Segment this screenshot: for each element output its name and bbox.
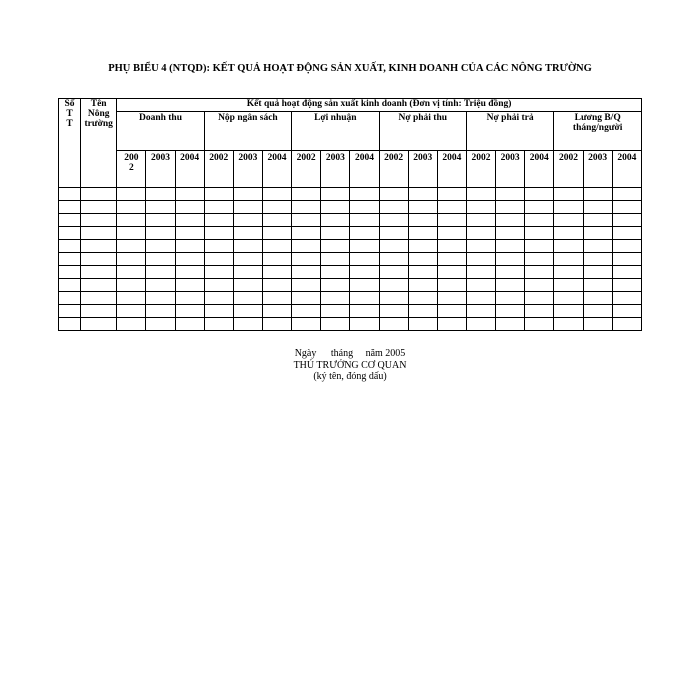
table-row: [59, 227, 642, 240]
table-cell: [437, 227, 466, 240]
table-cell: [204, 305, 233, 318]
table-cell: [612, 292, 641, 305]
table-cell: [292, 253, 321, 266]
table-cell: [379, 214, 408, 227]
table-cell: [554, 279, 583, 292]
table-cell: [554, 318, 583, 331]
table-cell: [350, 305, 379, 318]
table-cell: [59, 292, 81, 305]
table-cell: [146, 201, 175, 214]
table-cell: [612, 240, 641, 253]
stt-header-line: T: [66, 109, 73, 119]
table-cell: [146, 318, 175, 331]
stt-header-line: Số: [64, 99, 75, 109]
name-header-line: trường: [84, 119, 113, 129]
table-cell: [262, 227, 291, 240]
table-cell: [59, 253, 81, 266]
table-cell: [583, 214, 612, 227]
table-cell: [175, 201, 204, 214]
table-cell: [408, 305, 437, 318]
table-row: [59, 188, 642, 201]
table-cell: [379, 266, 408, 279]
table-cell: [408, 253, 437, 266]
table-cell: [81, 266, 117, 279]
table-cell: [496, 266, 525, 279]
table-cell: [204, 266, 233, 279]
table-cell: [525, 318, 554, 331]
table-row: [59, 305, 642, 318]
table-cell: [146, 292, 175, 305]
table-cell: [292, 266, 321, 279]
table-cell: [233, 292, 262, 305]
table-cell: [321, 253, 350, 266]
category-header: Lợi nhuận: [292, 112, 379, 151]
table-cell: [525, 279, 554, 292]
table-cell: [612, 201, 641, 214]
table-cell: [146, 253, 175, 266]
table-cell: [583, 240, 612, 253]
table-cell: [466, 266, 495, 279]
table-cell: [81, 227, 117, 240]
table-cell: [175, 188, 204, 201]
table-cell: [175, 292, 204, 305]
table-cell: [233, 201, 262, 214]
table-cell: [437, 214, 466, 227]
table-cell: [496, 214, 525, 227]
table-cell: [175, 305, 204, 318]
table-cell: [496, 201, 525, 214]
table-cell: [466, 214, 495, 227]
table-cell: [59, 240, 81, 253]
table-cell: [408, 214, 437, 227]
table-cell: [321, 305, 350, 318]
table-cell: [204, 240, 233, 253]
table-cell: [175, 214, 204, 227]
table-cell: [408, 201, 437, 214]
table-cell: [175, 253, 204, 266]
table-cell: [408, 266, 437, 279]
table-cell: [81, 201, 117, 214]
signer-note: (ký tên, đóng dấu): [313, 371, 387, 382]
table-cell: [233, 266, 262, 279]
table-cell: [204, 214, 233, 227]
table-cell: [59, 201, 81, 214]
table-cell: [612, 318, 641, 331]
table-cell: [146, 188, 175, 201]
table-cell: [554, 305, 583, 318]
year-header: 2003: [233, 151, 262, 188]
table-cell: [233, 188, 262, 201]
table-cell: [379, 227, 408, 240]
table-cell: [466, 201, 495, 214]
table-cell: [408, 188, 437, 201]
table-cell: [554, 188, 583, 201]
table-cell: [175, 266, 204, 279]
table-row: [59, 240, 642, 253]
table-cell: [379, 240, 408, 253]
table-cell: [379, 279, 408, 292]
table-cell: [262, 201, 291, 214]
table-cell: [117, 305, 146, 318]
header-row-categories: [59, 112, 642, 151]
table-cell: [408, 279, 437, 292]
table-cell: [321, 188, 350, 201]
table-cell: [437, 240, 466, 253]
year-header: 200 2: [117, 151, 146, 188]
table-cell: [81, 188, 117, 201]
table-cell: [292, 292, 321, 305]
table-cell: [204, 188, 233, 201]
table-cell: [554, 292, 583, 305]
table-cell: [496, 240, 525, 253]
table-cell: [612, 253, 641, 266]
table-cell: [117, 188, 146, 201]
table-cell: [437, 266, 466, 279]
table-row: [59, 253, 642, 266]
table-cell: [117, 240, 146, 253]
year-header: 2002: [466, 151, 495, 188]
table-cell: [175, 279, 204, 292]
table-cell: [233, 279, 262, 292]
table-cell: [233, 253, 262, 266]
table-cell: [292, 279, 321, 292]
table-cell: [496, 305, 525, 318]
table-cell: [437, 279, 466, 292]
table-cell: [583, 227, 612, 240]
table-cell: [204, 318, 233, 331]
year-header: 2002: [204, 151, 233, 188]
table-cell: [117, 279, 146, 292]
signature-block: [0, 348, 700, 383]
table-cell: [262, 188, 291, 201]
table-cell: [117, 201, 146, 214]
table-cell: [117, 266, 146, 279]
table-cell: [350, 318, 379, 331]
table-cell: [117, 318, 146, 331]
year-header: 2004: [525, 151, 554, 188]
table-cell: [437, 253, 466, 266]
table-cell: [81, 292, 117, 305]
table-cell: [379, 305, 408, 318]
table-row: [59, 279, 642, 292]
table-cell: [496, 227, 525, 240]
table-cell: [466, 240, 495, 253]
table-cell: [292, 188, 321, 201]
table-cell: [81, 318, 117, 331]
year-header: 2004: [437, 151, 466, 188]
table-cell: [81, 305, 117, 318]
year-header: 2003: [408, 151, 437, 188]
results-table: [58, 98, 642, 331]
table-cell: [292, 318, 321, 331]
table-cell: [321, 266, 350, 279]
table-cell: [233, 305, 262, 318]
table-cell: [262, 266, 291, 279]
table-cell: [350, 214, 379, 227]
table-cell: [525, 292, 554, 305]
table-cell: [350, 201, 379, 214]
table-cell: [350, 240, 379, 253]
signer-title: THỦ TRƯỞNG CƠ QUAN: [293, 359, 407, 371]
table-row: [59, 292, 642, 305]
table-cell: [583, 279, 612, 292]
name-header-line: Tên: [90, 99, 107, 109]
table-cell: [612, 227, 641, 240]
year-label: năm 2005: [365, 348, 406, 359]
table-cell: [612, 266, 641, 279]
table-cell: [59, 266, 81, 279]
year-header: 2004: [262, 151, 291, 188]
table-cell: [262, 305, 291, 318]
table-cell: [117, 292, 146, 305]
table-cell: [466, 253, 495, 266]
table-cell: [233, 318, 262, 331]
table-cell: [554, 214, 583, 227]
table-cell: [554, 240, 583, 253]
table-cell: [496, 279, 525, 292]
table-cell: [350, 188, 379, 201]
table-cell: [350, 253, 379, 266]
table-cell: [408, 318, 437, 331]
stt-header-line: T: [66, 119, 73, 129]
table-cell: [437, 318, 466, 331]
table-cell: [262, 318, 291, 331]
table-cell: [379, 292, 408, 305]
table-cell: [204, 201, 233, 214]
table-cell: [437, 305, 466, 318]
table-cell: [204, 279, 233, 292]
year-header: 2002: [292, 151, 321, 188]
table-cell: [612, 188, 641, 201]
table-row: [59, 214, 642, 227]
table-cell: [525, 305, 554, 318]
table-cell: [583, 292, 612, 305]
name-header-line: Nông: [87, 109, 110, 119]
name-header: [81, 99, 117, 188]
category-header: Doanh thu: [117, 112, 204, 151]
table-cell: [146, 266, 175, 279]
group-header: Kết quả hoạt động sản xuất kinh doanh (Đơn vị tính: Triệu đồng): [117, 99, 642, 112]
table-cell: [59, 227, 81, 240]
category-header: Nợ phải thu: [379, 112, 466, 151]
year-header: 2004: [612, 151, 641, 188]
table-cell: [554, 201, 583, 214]
year-header: 2002: [554, 151, 583, 188]
table-cell: [292, 305, 321, 318]
table-cell: [321, 240, 350, 253]
table-cell: [554, 266, 583, 279]
table-cell: [350, 292, 379, 305]
table-cell: [496, 318, 525, 331]
table-cell: [612, 279, 641, 292]
table-cell: [408, 292, 437, 305]
table-cell: [146, 240, 175, 253]
year-header: 2004: [350, 151, 379, 188]
table-cell: [204, 292, 233, 305]
table-cell: [146, 214, 175, 227]
table-cell: [321, 279, 350, 292]
table-row: [59, 266, 642, 279]
table-cell: [583, 201, 612, 214]
table-cell: [496, 292, 525, 305]
table-cell: [525, 227, 554, 240]
year-header: 2003: [583, 151, 612, 188]
table-cell: [583, 318, 612, 331]
table-cell: [117, 227, 146, 240]
table-cell: [59, 305, 81, 318]
table-cell: [233, 214, 262, 227]
table-cell: [175, 240, 204, 253]
table-cell: [175, 227, 204, 240]
table-cell: [525, 266, 554, 279]
category-header: Lương B/Q tháng/người: [554, 112, 642, 151]
table-cell: [466, 318, 495, 331]
table-cell: [81, 279, 117, 292]
table-cell: [583, 305, 612, 318]
table-cell: [59, 214, 81, 227]
category-header: Nợ phải trả: [466, 112, 553, 151]
table-cell: [233, 240, 262, 253]
table-cell: [204, 227, 233, 240]
table-cell: [612, 305, 641, 318]
table-cell: [59, 188, 81, 201]
table-cell: [262, 214, 291, 227]
table-cell: [262, 292, 291, 305]
table-cell: [466, 305, 495, 318]
table-cell: [525, 201, 554, 214]
table-cell: [496, 253, 525, 266]
table-cell: [262, 253, 291, 266]
table-cell: [408, 240, 437, 253]
table-cell: [437, 292, 466, 305]
date-line: [0, 348, 700, 360]
table-row: [59, 318, 642, 331]
table-cell: [525, 214, 554, 227]
table-cell: [466, 227, 495, 240]
table-cell: [81, 253, 117, 266]
table-cell: [408, 227, 437, 240]
table-cell: [262, 240, 291, 253]
table-cell: [466, 188, 495, 201]
table-cell: [466, 279, 495, 292]
table-cell: [583, 266, 612, 279]
table-cell: [525, 188, 554, 201]
table-cell: [146, 305, 175, 318]
table-cell: [583, 188, 612, 201]
table-body: [59, 188, 642, 331]
table-cell: [59, 279, 81, 292]
header-row-years: [59, 151, 642, 188]
table-cell: [379, 201, 408, 214]
category-header: Nộp ngân sách: [204, 112, 291, 151]
table-cell: [379, 318, 408, 331]
table-cell: [350, 227, 379, 240]
table-cell: [321, 227, 350, 240]
table-cell: [466, 292, 495, 305]
header-row-group: [59, 99, 642, 112]
table-cell: [175, 318, 204, 331]
table-row: [59, 201, 642, 214]
table-cell: [437, 188, 466, 201]
year-header: 2004: [175, 151, 204, 188]
table-cell: [321, 292, 350, 305]
table-cell: [321, 214, 350, 227]
table-cell: [292, 214, 321, 227]
year-header: 2002: [379, 151, 408, 188]
table-cell: [321, 318, 350, 331]
table-cell: [146, 227, 175, 240]
table-cell: [233, 227, 262, 240]
page-title: PHỤ BIỂU 4 (NTQD): KẾT QUẢ HOẠT ĐỘNG SẢN XUẤT, KINH DOANH CỦA CÁC NÔNG TRƯỜNG: [108, 63, 592, 74]
table-cell: [204, 253, 233, 266]
table-cell: [350, 279, 379, 292]
table-cell: [350, 266, 379, 279]
table-cell: [554, 253, 583, 266]
table-cell: [379, 188, 408, 201]
table-cell: [292, 201, 321, 214]
table-cell: [292, 227, 321, 240]
table-cell: [117, 214, 146, 227]
year-header: 2003: [321, 151, 350, 188]
table-cell: [81, 214, 117, 227]
table-cell: [525, 253, 554, 266]
table-cell: [379, 253, 408, 266]
table-cell: [117, 253, 146, 266]
year-header: 2003: [146, 151, 175, 188]
table-cell: [525, 240, 554, 253]
year-header: 2003: [496, 151, 525, 188]
table-cell: [59, 318, 81, 331]
table-cell: [554, 227, 583, 240]
month-label: tháng: [330, 348, 354, 359]
table-cell: [81, 240, 117, 253]
table-cell: [583, 253, 612, 266]
table-cell: [262, 279, 291, 292]
table-cell: [292, 240, 321, 253]
table-cell: [437, 201, 466, 214]
table-cell: [321, 201, 350, 214]
day-label: Ngày: [294, 348, 317, 359]
table-cell: [146, 279, 175, 292]
table-cell: [496, 188, 525, 201]
table-cell: [612, 214, 641, 227]
stt-header: [59, 99, 81, 188]
